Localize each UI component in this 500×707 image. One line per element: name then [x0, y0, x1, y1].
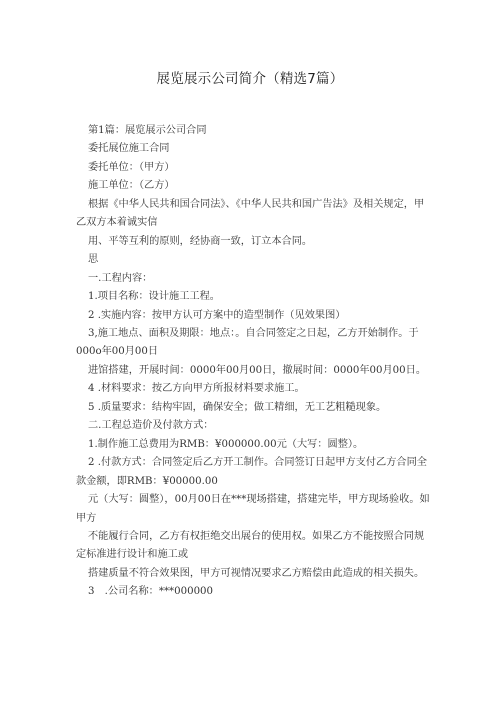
- section-work-content: 一.工程内容：: [88, 272, 153, 284]
- section-cost-payment: 二.工程总造价及付款方式：: [88, 420, 214, 432]
- client-party: 委托单位：（甲方）: [88, 161, 175, 173]
- item-location-period-cont: 进馆搭建，开展时间：0000年00月00日，撤展时间：0000年00月00日。: [88, 364, 427, 376]
- paragraph-basis-cont: 用、平等互利的原则，经协商一致，订立本合同。: [88, 235, 313, 247]
- stray-character: 思: [88, 254, 99, 266]
- contract-name: 委托展位施工合同: [88, 143, 170, 155]
- section-heading: 第1篇：展览展示公司合同: [88, 125, 207, 136]
- item-materials: 4 .材料要求：按乙方向甲方所报材料要求施工。: [88, 383, 305, 395]
- item-project-name: 1.项目名称：设计施工工程。: [88, 291, 220, 303]
- item-quality: 5 .质量要求：结构牢固，确保安全；做工精细，无工艺粗糙现象。: [88, 401, 387, 413]
- document-title: 展览展示公司简介（精选7篇）: [156, 71, 344, 87]
- item-implementation: 2 .实施内容：按甲方认可方案中的造型制作（见效果图）: [88, 309, 346, 321]
- document-body: [76, 122, 430, 602]
- contractor-party: 施工单位：（乙方）: [88, 180, 175, 192]
- item-payment-method-cont: 元（大写：圆整），00月00日在***现场搭建，搭建完毕，甲方现场验收。如甲方: [76, 494, 430, 524]
- item-payment-method: 2 .付款方式：合同签定后乙方开工制作。合同签订日起甲方支付乙方合同全款金额，即RMB：¥00000.00: [76, 457, 427, 487]
- item-total-cost: 1.制作施工总费用为RMB：¥000000.00元（大写：圆整）。: [88, 438, 364, 450]
- item-breach-clause: 不能履行合同，乙方有权拒绝交出展台的使用权。如果乙方不能按照合同规定标准进行设计和施工或: [76, 530, 425, 561]
- item-location-period: 3,施工地点、面积及期限：地点：。自合同签定之日起，乙方开始制作。于000o年00月00日: [76, 327, 419, 358]
- item-company-name: 3 .公司名称：***000000: [88, 586, 214, 598]
- item-quality-compensation: 搭建质量不符合效果图，甲方可视情况要求乙方赔偿由此造成的相关损失。: [88, 567, 425, 579]
- paragraph-basis: 根据《中华人民共和国合同法》、《中华人民共和国广告法》及相关规定，甲乙双方本着诚实信: [76, 198, 425, 229]
